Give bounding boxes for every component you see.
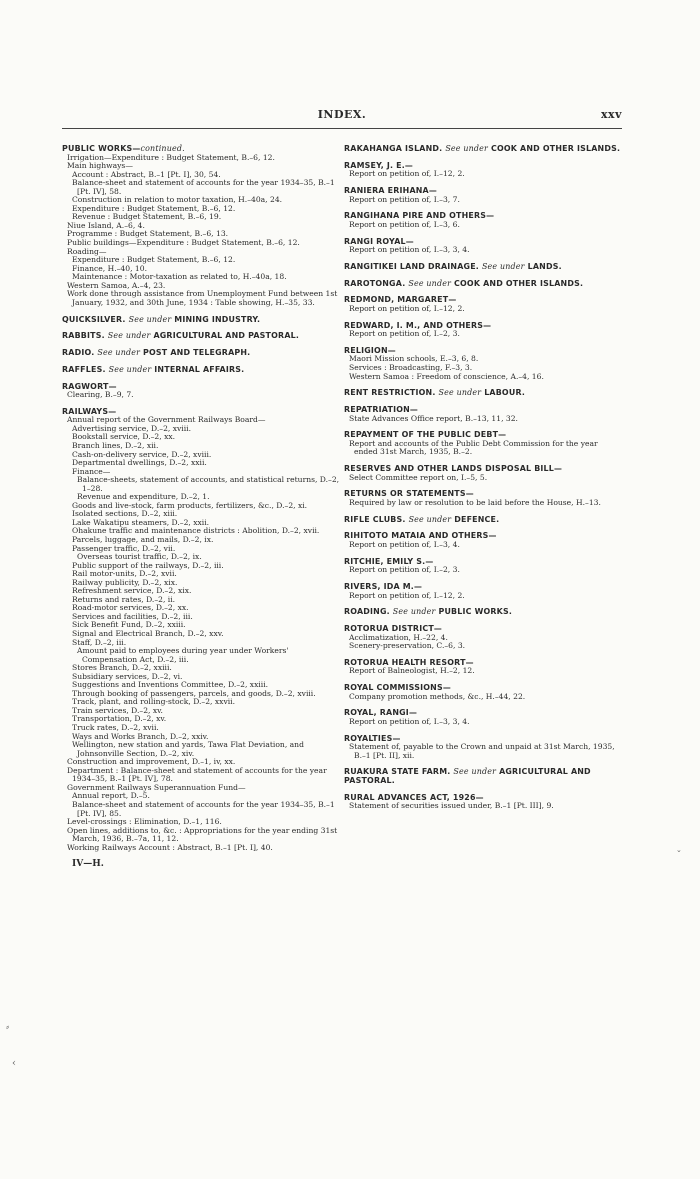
entry-heading (62, 349, 340, 358)
heading-text: RANIERA ERIHANA— (344, 186, 437, 196)
index-subentry: Balance-sheets, statement of accounts, and statistical returns, D.–2, 1–28. (77, 475, 340, 493)
index-subentry: Lake Wakatipu steamers, D.–2, xxii. (72, 517, 210, 527)
see-under-note: See under (445, 144, 489, 153)
cross-reference: AGRICULTURAL AND PASTORAL. (153, 331, 300, 341)
index-subentry: Public support of the railways, D.–2, iii. (72, 560, 224, 570)
index-subentry: Department : Balance-sheet and statement of accounts for the year 1934–35, B.–1 [Pt. IV], 78. (67, 765, 327, 784)
see-under-note: See under (107, 331, 151, 341)
index-subentry: Report and accounts of the Public Debt Commission for the year ended 31st March, 1935, B.–2. (349, 438, 598, 457)
index-subentry: Western Samoa : Freedom of conscience, A.–4, 16. (349, 371, 544, 381)
margin-mark-icon: ‹ (12, 1058, 16, 1069)
index-subentry: Acclimatization, H.–22, 4. (349, 632, 448, 642)
page-number: xxv (600, 108, 622, 121)
cross-reference: LABOUR. (484, 388, 526, 398)
index-entry (62, 316, 340, 325)
heading-text: QUICKSILVER. (62, 314, 126, 324)
index-subentry: Finance— (72, 466, 111, 476)
index-entry (344, 296, 622, 313)
heading-text: ROADING. (344, 607, 390, 617)
index-subentry: Clearing, B.–9, 7. (67, 390, 134, 400)
index-subentry: Report on petition of, I.–3, 3, 4. (349, 716, 470, 726)
see-under-note: See under (408, 278, 452, 288)
cross-reference: LANDS. (527, 261, 562, 271)
index-subentry: Goods and live-stock, farm products, fertilizers, &c., D.–2, xi. (72, 500, 308, 510)
index-subentry: Suggestions and Inventions Committee, D.–2, xxiii. (72, 680, 269, 690)
index-entry (344, 187, 622, 204)
index-subentry: Subsidiary services, D.–2, vi. (72, 671, 183, 681)
margin-mark-icon: ⸗ (6, 1022, 10, 1033)
heading-text: ROTORUA DISTRICT— (344, 623, 442, 633)
index-subentry: Passenger traffic, D.–2, vii. (72, 543, 176, 553)
heading-text: RENT RESTRICTION. (344, 388, 436, 398)
heading-text: RADIO. (62, 348, 95, 358)
heading-text: RAMSEY, J. E.— (344, 160, 414, 170)
heading-text: RAGWORT— (62, 381, 117, 391)
heading-text: ROYAL, RANGI— (344, 708, 418, 718)
entry-heading (62, 316, 340, 325)
heading-text: RETURNS OR STATEMENTS— (344, 489, 474, 499)
index-subentry: Annual report of the Government Railways Board— (67, 415, 266, 425)
index-subentry: Services : Broadcasting, F.–3, 3. (349, 362, 473, 372)
index-subentry: Account : Abstract, B.–1 [Pt. I], 30, 54. (72, 169, 221, 179)
index-entry (344, 583, 622, 600)
index-subentry: Work done through assistance from Unemployment Fund between 1st January, 1932, and 30th June, 1934 : Table showing, H.–35, 33. (67, 289, 338, 307)
index-subentry: Sick Benefit Fund, D.–2, xxiii. (72, 620, 186, 630)
cross-reference: INTERNAL AFFAIRS. (154, 364, 245, 374)
index-subentry: Parcels, luggage, and mails, D.–2, ix. (72, 535, 214, 544)
index-subentry: Returns and rates, D.–2, ii. (72, 594, 176, 604)
index-subentry: Rail motor-units, D.–2, xvii. (72, 569, 177, 579)
heading-text: RAROTONGA. (344, 278, 406, 288)
index-subentry: Open lines, additions to, &c. : Appropriations for the year ending 31st March, 1936, B.–7a, 11, 12. (67, 825, 338, 844)
index-subentry: Level-crossings : Elimination, D.–1, 116. (67, 817, 222, 827)
index-subentry: Roading— (67, 246, 107, 256)
index-subentry: Ways and Works Branch, D.–2, xxiv. (72, 731, 209, 741)
index-entry (344, 735, 622, 761)
index-subentry: Balance-sheet and statement of accounts for the year 1934–35, B.–1 [Pt. IV], 85. (72, 799, 335, 818)
index-subentry: Departmental dwellings, D.–2, xxii. (72, 458, 207, 468)
index-subentry: Wellington, new station and yards, Tawa Flat Deviation, and Johnsonville Section, D.–2, xiv. (72, 740, 304, 758)
index-subentry: Advertising service, D.–2, xviii. (72, 423, 192, 433)
index-entry (344, 608, 622, 617)
index-subentry: Stores Branch, D.–2, xxiii. (72, 663, 172, 673)
index-entry (62, 145, 340, 307)
entry-heading (344, 280, 622, 289)
index-entry (344, 490, 622, 507)
index-entry (62, 366, 340, 375)
see-under-note: See under (438, 388, 482, 398)
index-subentry: Working Railways Account : Abstract, B.–1 [Pt. I], 40. (67, 842, 273, 852)
heading-text: RABBITS. (62, 331, 105, 341)
index-subentry: Statement of, payable to the Crown and unpaid at 31st March, 1935, B.–1 [Pt. II], xii. (349, 742, 615, 760)
heading-text: RIHITOTO MATAIA AND OTHERS— (344, 531, 497, 541)
index-entry (344, 516, 622, 525)
index-subentry: Report on petition of, I.–2, 3. (349, 329, 460, 339)
signature-mark: IV—H. (72, 859, 104, 870)
continued-note: continued. (140, 144, 185, 153)
index-subentry: Report on petition of, I.–3, 3, 4. (349, 245, 470, 255)
index-subentry: Irrigation—Expenditure : Budget Statement, B.–6, 12. (67, 152, 275, 162)
index-subentry: Ohakune traffic and maintenance districts : Abolition, D.–2, xvii. (72, 526, 320, 536)
see-under-note: See under (481, 261, 525, 271)
index-subentry: Company promotion methods, &c., H.–44, 22. (349, 691, 526, 701)
heading-text: RIFLE CLUBS. (344, 514, 406, 524)
entry-heading (344, 263, 622, 272)
index-subentry: Balance-sheet and statement of accounts for the year 1934–35, B.–1 [Pt. IV], 58. (72, 178, 335, 196)
index-subentry: Expenditure : Budget Statement, B.–6, 12. (72, 203, 236, 213)
index-subentry: Construction and improvement, D.–1, iv, xx. (67, 757, 236, 767)
see-under-note: See under (392, 607, 436, 617)
index-subentry: Annual report, D.–5. (72, 791, 150, 801)
see-under-note: See under (128, 314, 172, 324)
heading-text: RELIGION— (344, 345, 396, 355)
index-entry (344, 212, 622, 229)
see-under-note: See under (453, 767, 497, 777)
page-title: INDEX. (317, 108, 367, 121)
heading-text: RITCHIE, EMILY S.— (344, 556, 434, 566)
heading-text: RUAKURA STATE FARM. (344, 767, 451, 777)
heading-text: RURAL ADVANCES ACT, 1926— (344, 792, 484, 802)
index-subentry: Railway publicity, D.–2, xix. (72, 577, 178, 587)
heading-text: ROTORUA HEALTH RESORT— (344, 657, 474, 667)
entry-heading (344, 145, 622, 154)
index-entry (344, 238, 622, 255)
index-entry (344, 406, 622, 423)
index-subentry: Branch lines, D.–2, xii. (72, 440, 159, 450)
heading-text: REPATRIATION— (344, 405, 419, 414)
index-subentry: Construction in relation to motor taxation, H.–40a, 24. (72, 195, 283, 205)
cross-reference: COOK AND OTHER ISLANDS. (490, 144, 621, 153)
index-subentry: Western Samoa, A.–4, 23. (67, 280, 166, 290)
index-entry (62, 349, 340, 358)
index-subentry: Amount paid to employees during year under Workers' Compensation Act, D.–2, iii. (77, 646, 289, 664)
cross-reference: PUBLIC WORKS. (438, 607, 513, 617)
entry-heading (344, 516, 622, 525)
index-subentry: Overseas tourist traffic, D.–2, ix. (77, 552, 202, 562)
heading-text: PUBLIC WORKS— (62, 144, 141, 153)
index-subentry: Report on petition of, I.–12, 2. (349, 590, 465, 600)
index-entry (344, 162, 622, 179)
cross-reference: COOK AND OTHER ISLANDS. (454, 278, 584, 288)
index-entry (344, 431, 622, 457)
index-entry (344, 625, 622, 651)
cross-reference: AGRICULTURAL AND PASTORAL. (344, 767, 591, 786)
index-subentry: State Advances Office report, B.–13, 11, 32. (349, 413, 518, 423)
heading-text: RESERVES AND OTHER LANDS DISPOSAL BILL— (344, 464, 563, 474)
index-entry (344, 263, 622, 272)
index-subentry: Through booking of passengers, parcels, and goods, D.–2, xviii. (72, 688, 316, 698)
index-subentry: Truck rates, D.–2, xvii. (72, 723, 159, 733)
heading-text: RANGI ROYAL— (344, 236, 414, 246)
heading-text: RAILWAYS— (62, 406, 117, 416)
index-subentry: Report on petition of, I.–3, 6. (349, 219, 460, 229)
heading-text: REDWARD, I. M., AND OTHERS— (344, 320, 492, 330)
heading-text: ROYAL COMMISSIONS— (344, 683, 451, 693)
index-entry (344, 145, 622, 154)
index-subentry: Report on petition of, I.–12, 2. (349, 303, 465, 313)
index-subentry: Main highways— (67, 161, 133, 171)
index-subentry: Required by law or resolution to be laid before the House, H.–13. (349, 497, 601, 507)
index-entry (344, 465, 622, 482)
index-subentry: Report on petition of, I.–3, 7. (349, 194, 460, 204)
index-subentry: Report on petition of, I.–3, 4. (349, 539, 460, 549)
heading-text: RAKAHANGA ISLAND. (344, 144, 443, 153)
index-subentry: Scenery-preservation, C.–6, 3. (349, 641, 466, 651)
index-entry (344, 389, 622, 398)
index-entry (344, 347, 622, 381)
header-rule (62, 128, 622, 129)
index-subentry: Report of Balneologist, H.–2, 12. (349, 666, 475, 676)
heading-text: REDMOND, MARGARET— (344, 295, 457, 305)
index-subentry: Report on petition of, I.–12, 2. (349, 169, 465, 179)
index-subentry: Signal and Electrical Branch, D.–2, xxv. (72, 629, 224, 639)
index-entry (344, 794, 622, 811)
index-subentry: Cash-on-delivery service, D.–2, xviii. (72, 449, 212, 459)
index-subentry: Staff, D.–2, iii. (72, 637, 127, 647)
index-subentry: Maintenance : Motor-taxation as related to, H.–40a, 18. (72, 272, 287, 282)
index-subentry: Bookstall service, D.–2, xx. (72, 432, 176, 442)
index-entry (344, 280, 622, 289)
index-subentry: Track, plant, and rolling-stock, D.–2, xxvii. (72, 697, 236, 707)
index-entry (344, 684, 622, 701)
see-under-note: See under (97, 348, 141, 358)
index-column-left (62, 145, 340, 869)
index-subentry: Public buildings—Expenditure : Budget Statement, B.–6, 12. (67, 238, 300, 248)
margin-mark-icon: ⌄ (676, 846, 682, 854)
index-entry (344, 532, 622, 549)
page-header (62, 108, 622, 122)
index-subentry: Revenue : Budget Statement, B.–6, 19. (72, 212, 222, 222)
index-subentry: Statement of securities issued under, B.–1 [Pt. III], 9. (349, 801, 554, 811)
heading-text: RIVERS, IDA M.— (344, 581, 423, 591)
index-subentry: Services and facilities, D.–2, iii. (72, 611, 193, 621)
index-entry (344, 659, 622, 676)
index-subentry: Maori Mission schools, E.–3, 6, 8. (349, 354, 479, 364)
index-entry (344, 322, 622, 339)
index-entry (62, 383, 340, 400)
index-subentry: Expenditure : Budget Statement, B.–6, 12. (72, 255, 236, 265)
index-entry (344, 709, 622, 726)
index-subentry: Transportation, D.–2, xv. (72, 714, 167, 724)
heading-text: RAFFLES. (62, 364, 106, 374)
index-subentry: Revenue and expenditure, D.–2, 1. (77, 492, 210, 502)
see-under-note: See under (108, 364, 152, 374)
index-entry (62, 408, 340, 852)
index-subentry: Niue Island, A.–6, 4. (67, 220, 145, 230)
index-entry (344, 558, 622, 575)
entry-heading (62, 332, 340, 341)
index-subentry: Report on petition of, I.–2, 3. (349, 565, 460, 575)
index-subentry: Programme : Budget Statement, B.–6, 13. (67, 229, 229, 239)
index-entry (62, 332, 340, 341)
entry-heading (62, 366, 340, 375)
entry-heading (344, 608, 622, 617)
cross-reference: POST AND TELEGRAPH. (143, 348, 251, 358)
heading-text: RANGIHANA PIRE AND OTHERS— (344, 211, 495, 221)
index-subentry: Isolated sections, D.–2, xiii. (72, 509, 178, 519)
cross-reference: MINING INDUSTRY. (174, 314, 261, 324)
index-column-right (344, 145, 622, 819)
heading-text: RANGITIKEI LAND DRAINAGE. (344, 261, 479, 271)
index-subentry: Train services, D.–2, xv. (72, 705, 163, 715)
index-subentry: Finance, H.–40, 10. (72, 263, 147, 273)
index-entry (344, 768, 622, 785)
cross-reference: DEFENCE. (454, 514, 500, 524)
index-subentry: Road-motor services, D.–2, xx. (72, 603, 189, 613)
entry-heading (344, 389, 622, 398)
heading-text: REPAYMENT OF THE PUBLIC DEBT— (344, 430, 507, 440)
index-subentry: Select Committee report on, I.–5, 5. (349, 472, 488, 482)
index-subentry: Government Railways Superannuation Fund— (67, 782, 246, 792)
entry-heading (344, 768, 622, 785)
heading-text: ROYALTIES— (344, 733, 401, 743)
see-under-note: See under (408, 514, 452, 524)
index-subentry: Refreshment service, D.–2, xix. (72, 586, 192, 596)
